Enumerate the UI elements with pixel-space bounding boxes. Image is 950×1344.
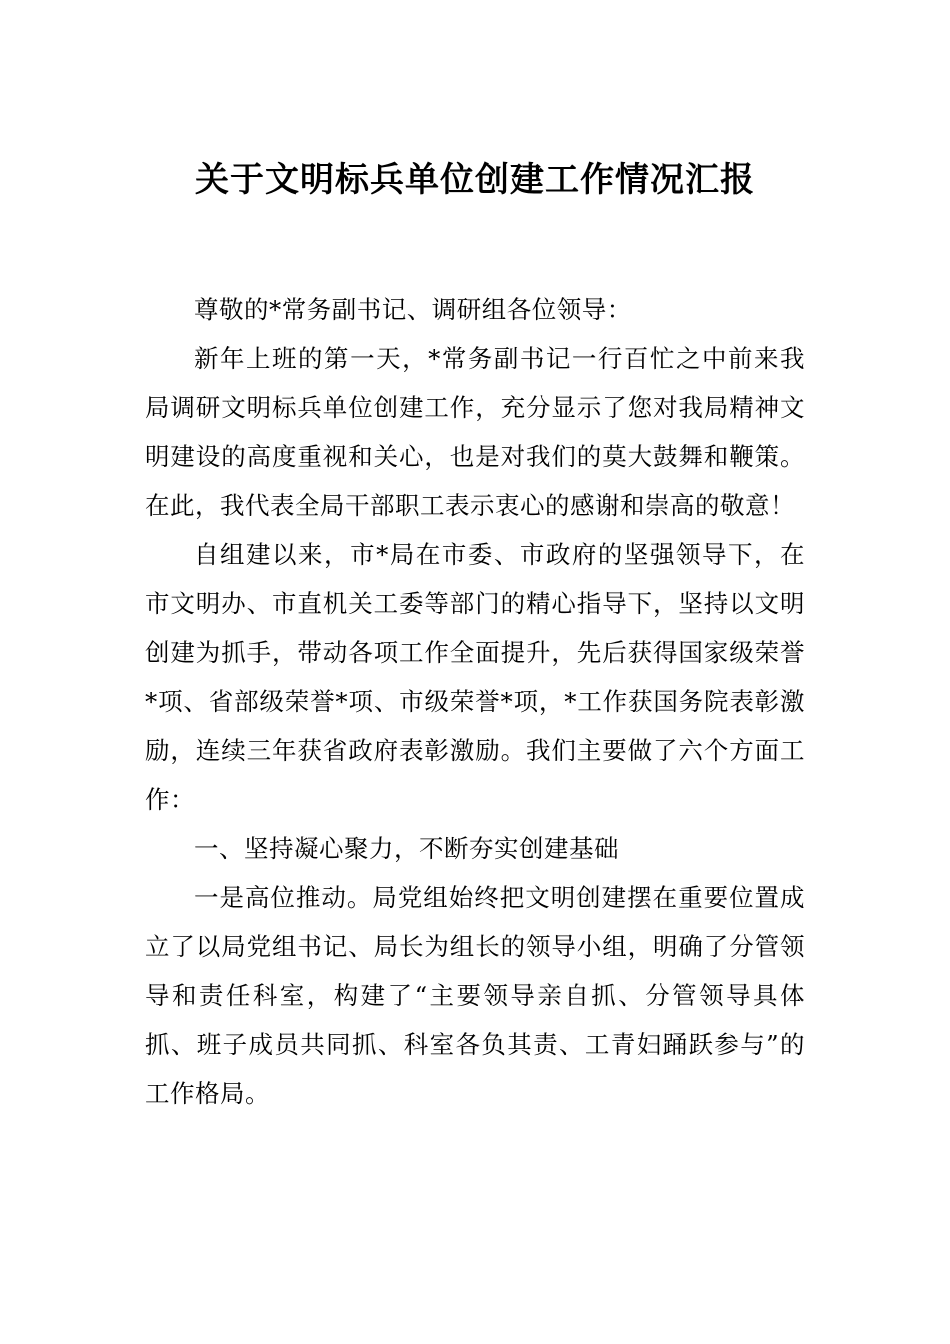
overview-paragraph: 自组建以来，市*局在市委、市政府的坚强领导下，在市文明办、市直机关工委等部门的精心指导下，坚持以文明创建为抓手，带动各项工作全面提升，先后获得国家级荣誉*项、省部级荣誉*项、市级荣誉*项，*工作获国务院表彰激励，连续三年获省政府表彰激励。我们主要做了六个方面工作： (145, 540, 805, 814)
section-paragraph: 一是高位推动。局党组始终把文明创建摆在重要位置成立了以局党组书记、局长为组长的领导小组，明确了分管领导和责任科室，构建了“主要领导亲自抓、分管领导具体抓、班子成员共同抓、科室各负其责、工青妇踊跃参与”的工作格局。 (145, 883, 805, 1108)
salutation-paragraph: 尊敬的*常务副书记、调研组各位领导： (194, 295, 632, 324)
opening-paragraph: 新年上班的第一天，*常务副书记一行百忙之中前来我局调研文明标兵单位创建工作，充分显示了您对我局精神文明建设的高度重视和关心，也是对我们的莫大鼓舞和鞭策。在此，我代表全局干部职工表示衷心的感谢和崇高的敬意！ (145, 344, 805, 520)
document-title: 关于文明标兵单位创建工作情况汇报 (195, 160, 755, 200)
section-heading: 一、坚持凝心聚力，不断夯实创建基础 (194, 834, 619, 863)
document-body (145, 285, 805, 1118)
